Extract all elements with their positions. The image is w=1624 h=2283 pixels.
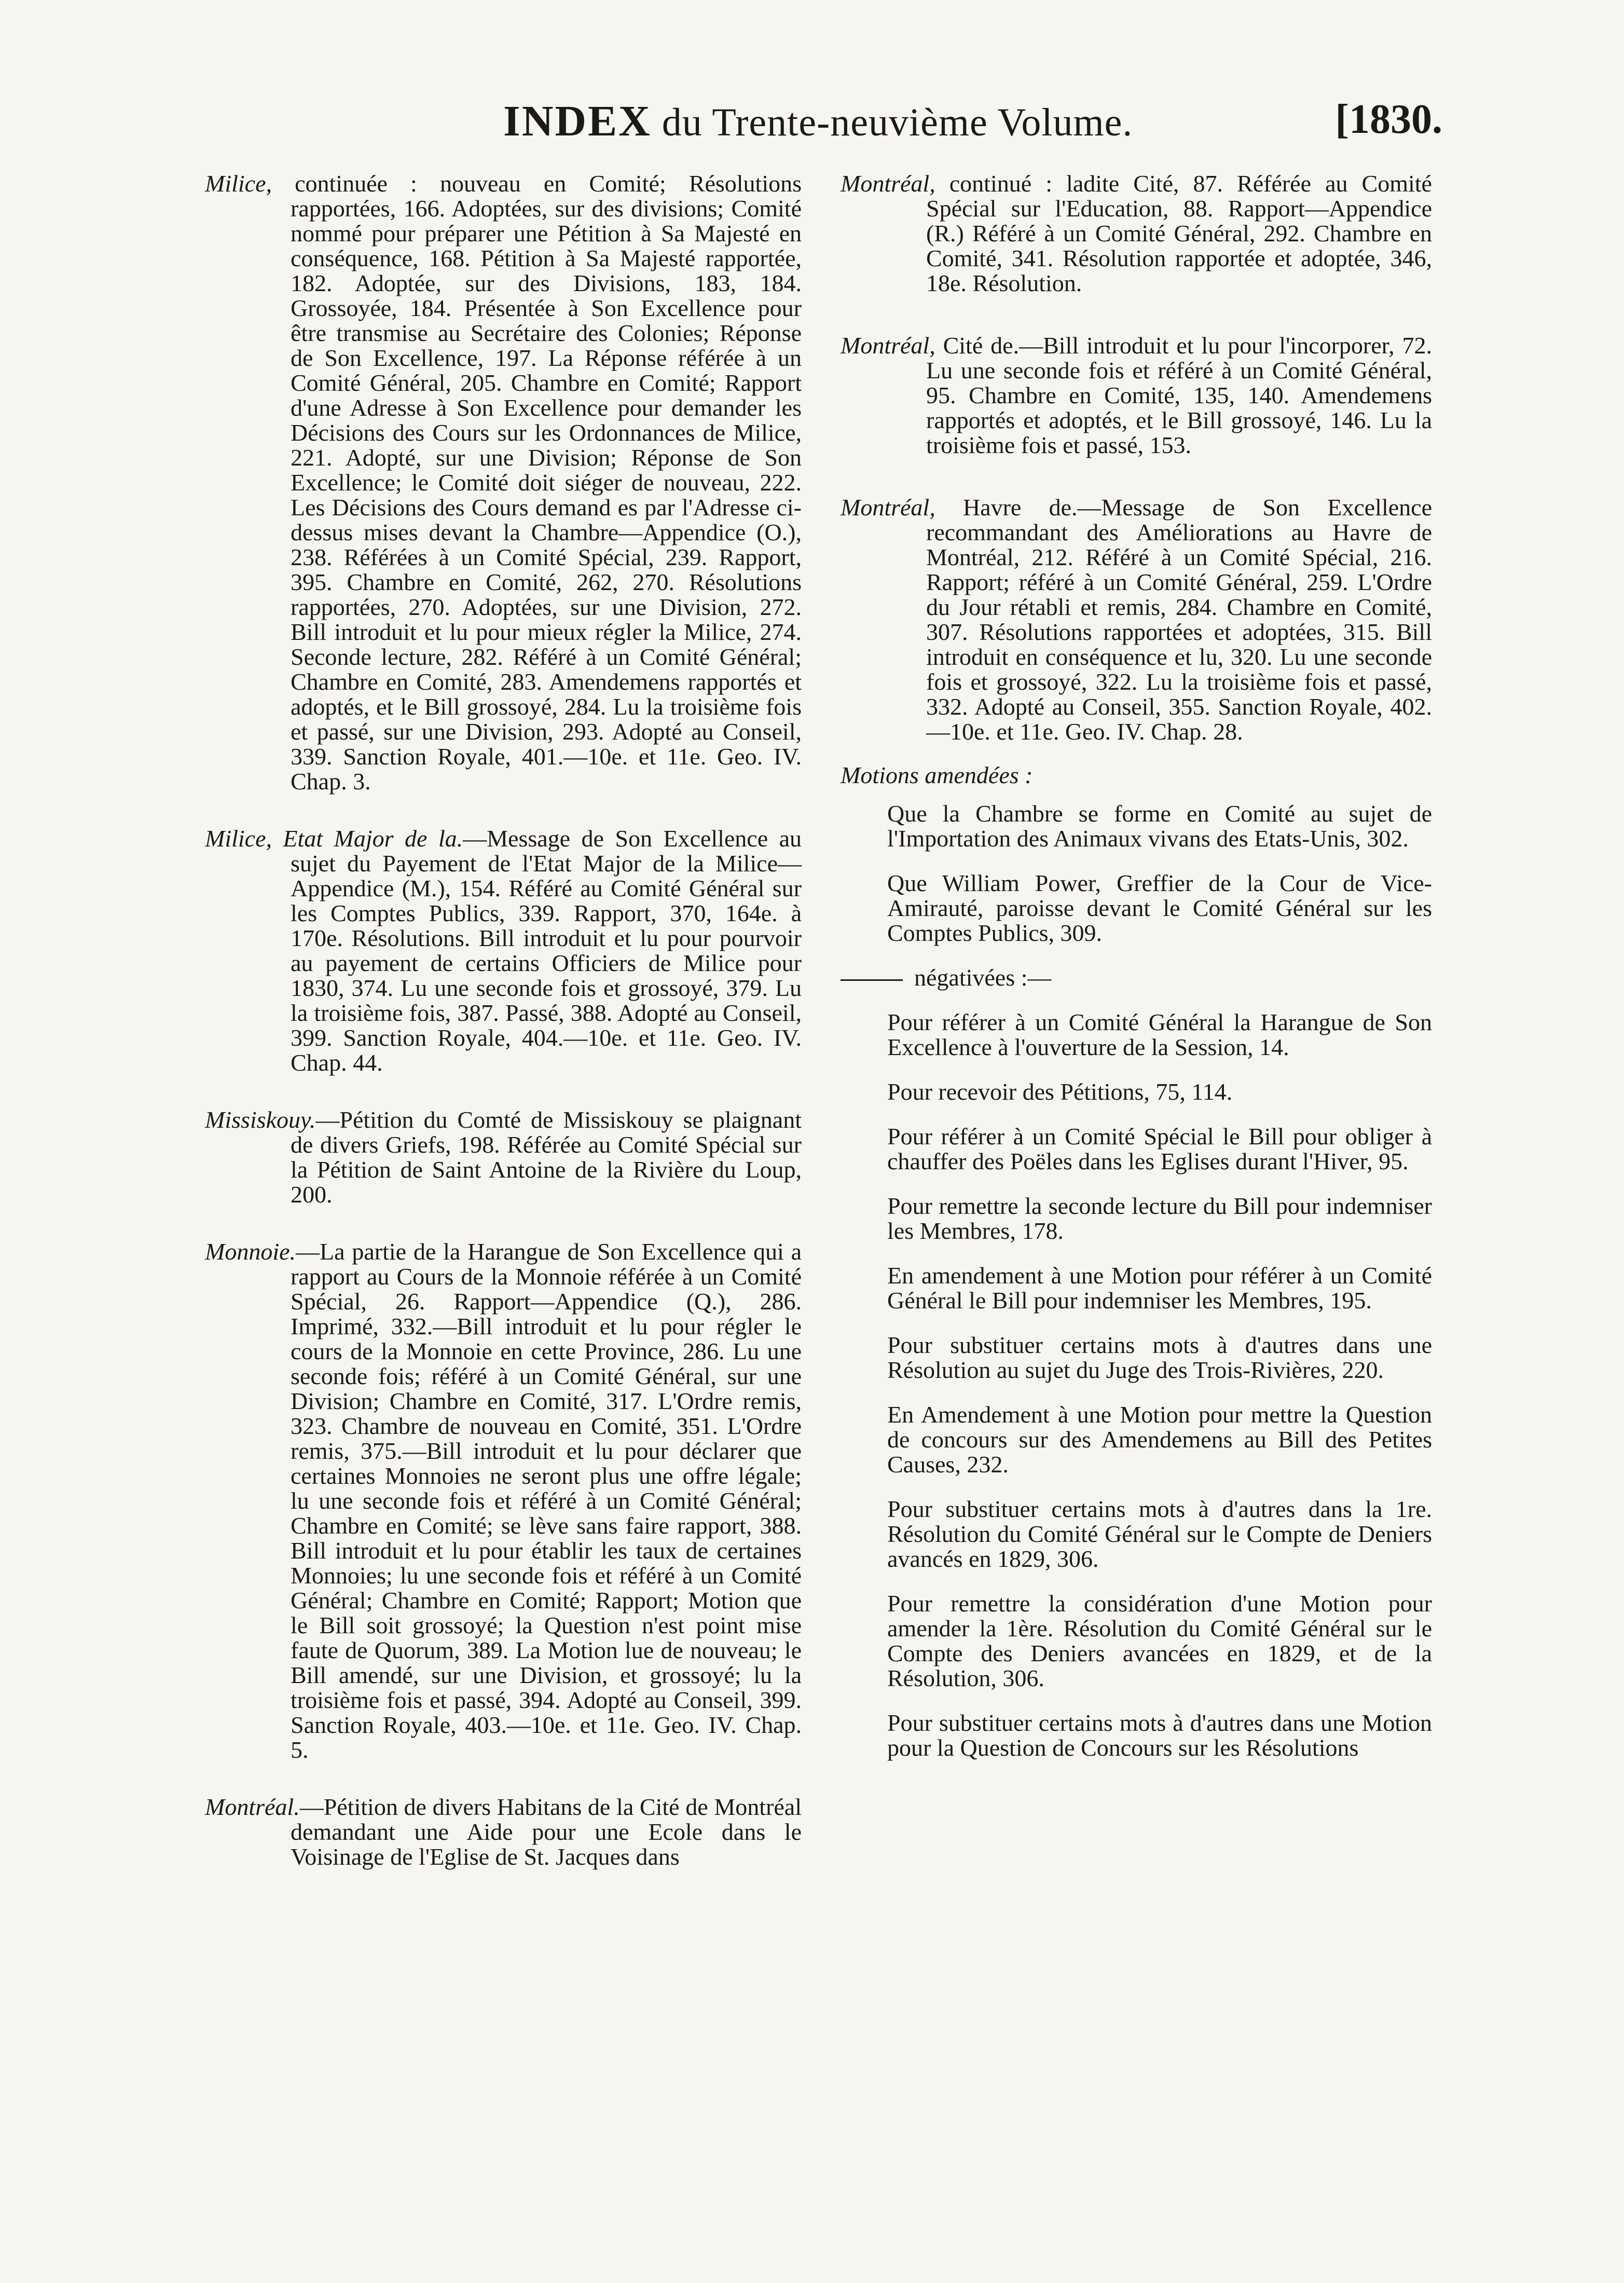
index-entry-montreal-havre bbox=[841, 495, 1432, 744]
entry-text: —La partie de la Harangue de Son Excellence qui a rapport au Cours de la Monnoie référée à un Comité Spécial, 26. Rapport—Appendice (Q.), 286. Imprimé, 332.—Bill introduit et lu pour régler le cours de la Monnoie en cette Province, 286. Lu une seconde fois; référé à un Comité Général, sur une Division; Chambre en Comité, 317. L'Ordre remis, 323. Chambre de nouveau en Comité, 351. L'Ordre remis, 375.—Bill introduit et lu pour déclarer que certaines Monnoies ne seront plus une offre légale; lu une seconde fois et référé à un Comité Général; Chambre en Comité; se lève sans faire rapport, 388. Bill introduit et lu pour établir les taux de certaines Monnoies; lu une seconde fois et référé à un Comité Général; Chambre en Comité; Rapport; Motion que le Bill soit grossoyé; la Question n'est point mise faute de Quorum, 389. La Motion lue de nouveau; le Bill amendé, sur une Division, et grossoyé; lu la troisième fois et passé, 394. Adopté au Conseil, 399. Sanction Royale, 403.—10e. et 11e. Geo. IV. Chap. 5. bbox=[291, 1238, 802, 1763]
motion-negatived-item: En Amendement à une Motion pour mettre la Question de concours sur des Amendemens au Bill des Petites Causes, 232. bbox=[887, 1401, 1432, 1478]
left-column bbox=[205, 171, 802, 1902]
entry-text: —Message de Son Excellence recommandant des Améliorations au Havre de Montréal, 212. Référé à un Comité Spécial, 216. Rapport; référé à un Comité Général, 259. L'Ordre du Jour rétabli et remis, 284. Chambre en Comité, 307. Résolutions rapportées et adoptées, 315. Bill introduit en conséquence et lu, 320. Lu une seconde fois et grossoyé, 322. Lu la troisième fois et passé, 332. Adopté au Conseil, 355. Sanction Royale, 402.—10e. et 11e. Geo. IV. Chap. 28. bbox=[926, 494, 1432, 745]
entry-continuation: continué : bbox=[935, 170, 1052, 197]
entry-text: nouveau en Comité; Résolutions rapportées, 166. Adoptées, sur des divisions; Comité nommé pour préparer une Pétition à Sa Majesté en conséquence, 168. Pétition à Sa Majesté rapportée, 182. Adoptée, sur des Divisions, 183, 184. Grossoyée, 184. Présentée à Son Excellence pour être transmise au Secrétaire des Colonies; Réponse de Son Excellence, 197. La Réponse référée à un Comité Général, 205. Chambre en Comité; Rapport d'une Adresse à Son Excellence pour demander les Décisions des Cours sur les Ordonnances de Milice, 221. Adopté, sur une Division; Réponse de Son Excellence; le Comité doit siéger de nouveau, 222. Les Décisions des Cours demand es par l'Adresse ci-dessus mises devant la Chambre—Appendice (O.), 238. Référées à un Comité Spécial, 239. Rapport, 395. Chambre en Comité, 262, 270. Résolutions rapportées, 270. Adoptées, sur une Division, 272. Bill introduit et lu pour mieux régler la Milice, 274. Seconde lecture, 282. Référé à un Comité Général; Chambre en Comité, 283. Amendemens rapportés et adoptés, et le Bill grossoyé, 284. Lu la troisième fois et passé, sur une Division, 293. Adopté au Conseil, 339. Sanction Royale, 401.—10e. et 11e. Geo. IV. Chap. 3. bbox=[291, 170, 802, 795]
entry-text: —Pétition du Comté de Missiskouy se plaignant de divers Griefs, 198. Référée au Comité Spécial sur la Pétition de Saint Antoine de la Rivière du Loup, 200. bbox=[291, 1106, 802, 1208]
running-title-index: INDEX bbox=[503, 97, 652, 145]
entry-headword: Milice, Etat Major de la. bbox=[205, 825, 463, 852]
index-entry-milice-etat-major bbox=[205, 826, 802, 1075]
motion-amended-item: Que la Chambre se forme en Comité au sujet de l'Importation des Animaux vivans des Etats-Unis, 302. bbox=[887, 800, 1432, 852]
index-entry-montreal bbox=[205, 1795, 802, 1869]
running-title bbox=[503, 96, 1133, 146]
index-entry-montreal-continued bbox=[841, 171, 1432, 296]
page-header bbox=[197, 96, 1442, 153]
entry-headword: Montréal. bbox=[205, 1794, 300, 1820]
motion-negatived-item: Pour remettre la considération d'une Motion pour amender la 1ère. Résolution du Comité Général sur le Compte des Deniers avancées en 1829, et de la Résolution, 306. bbox=[887, 1590, 1432, 1691]
motions-negatived-heading bbox=[841, 965, 1432, 990]
motion-negatived-item: Pour référer à un Comité Spécial le Bill pour obliger à chauffer des Poëles dans les Eglises durant l'Hiver, 95. bbox=[887, 1123, 1432, 1174]
page-year: [1830. bbox=[1335, 97, 1442, 142]
motion-negatived-item: Pour remettre la seconde lecture du Bill pour indemniser les Membres, 178. bbox=[887, 1193, 1432, 1244]
entry-text: ladite Cité, 87. Référée au Comité Spécial sur l'Education, 88. Rapport—Appendice (R.) Référé à un Comité Général, 292. Chambre en Comité, 341. Résolution rapportée et adoptée, 346, 18e. Résolution. bbox=[926, 170, 1432, 296]
negatived-label: négativées :— bbox=[914, 964, 1052, 991]
motion-negatived-item: En amendement à une Motion pour référer à un Comité Général le Bill pour indemniser les Membres, 195. bbox=[887, 1262, 1432, 1314]
entry-headword: Missiskouy. bbox=[205, 1106, 316, 1133]
motion-negatived-item: Pour recevoir des Pétitions, 75, 114. bbox=[887, 1078, 1233, 1105]
entry-text: —Message de Son Excellence au sujet du Payement de l'Etat Major de la Milice—Appendice (M.), 154. Référé au Comité Général sur les Comptes Publics, 339. Rapport, 370, 164e. à 170e. Résolutions. Bill introduit et lu pour pourvoir au payement de certains Officiers de Milice pour 1830, 374. Lu une seconde fois et grossoyé, 379. Lu la troisième fois, 387. Passé, 388. Adopté au Conseil, 399. Sanction Royale, 404.—10e. et 11e. Geo. IV. Chap. 44. bbox=[291, 825, 802, 1076]
motion-negatived-item: Pour substituer certains mots à d'autres dans une Résolution au sujet du Juge des Trois-Rivières, 220. bbox=[887, 1332, 1432, 1383]
entry-continuation: Cité de. bbox=[935, 332, 1020, 359]
entry-headword: Montréal, bbox=[841, 332, 935, 359]
motions-amended-heading: Motions amendées : bbox=[841, 762, 1033, 788]
index-entry-milice bbox=[205, 171, 802, 794]
motion-negatived-item: Pour substituer certains mots à d'autres dans une Motion pour la Question de Concours sur les Résolutions bbox=[887, 1710, 1432, 1761]
entry-text: —Bill introduit et lu pour l'incorporer, 72. Lu une seconde fois et référé à un Comité Général, 95. Chambre en Comité, 135, 140. Amendemens rapportés et adoptés, et le Bill grossoyé, 146. Lu la troisième fois et passé, 153. bbox=[926, 332, 1432, 458]
index-entry-montreal-cite bbox=[841, 333, 1432, 458]
motion-amended-item: Que William Power, Greffier de la Cour de Vice-Amirauté, paroisse devant le Comité Général sur les Comptes Publics, 309. bbox=[887, 870, 1432, 946]
entry-continuation: Havre de. bbox=[935, 494, 1078, 521]
dash-rule bbox=[841, 979, 903, 981]
entry-headword: Monnoie. bbox=[205, 1238, 296, 1265]
running-title-rest: du Trente-neuvième Volume. bbox=[662, 101, 1133, 144]
motion-negatived-item: Pour référer à un Comité Général la Harangue de Son Excellence à l'ouverture de la Session, 14. bbox=[887, 1009, 1432, 1060]
entry-text: —Pétition de divers Habitans de la Cité de Montréal demandant une Aide pour une Ecole dans le Voisinage de l'Eglise de St. Jacques dans bbox=[291, 1794, 802, 1870]
index-entry-monnoie bbox=[205, 1239, 802, 1762]
entry-headword: Milice, bbox=[205, 170, 272, 197]
entry-headword: Montréal, bbox=[841, 494, 935, 521]
right-column bbox=[841, 171, 1432, 1780]
motion-negatived-item: Pour substituer certains mots à d'autres dans la 1re. Résolution du Comité Général sur le Compte de Deniers avancés en 1829, 306. bbox=[887, 1496, 1432, 1572]
entry-headword: Montréal, bbox=[841, 170, 935, 197]
index-entry-missiskouy bbox=[205, 1108, 802, 1207]
entry-continuation: continuée : bbox=[272, 170, 417, 197]
